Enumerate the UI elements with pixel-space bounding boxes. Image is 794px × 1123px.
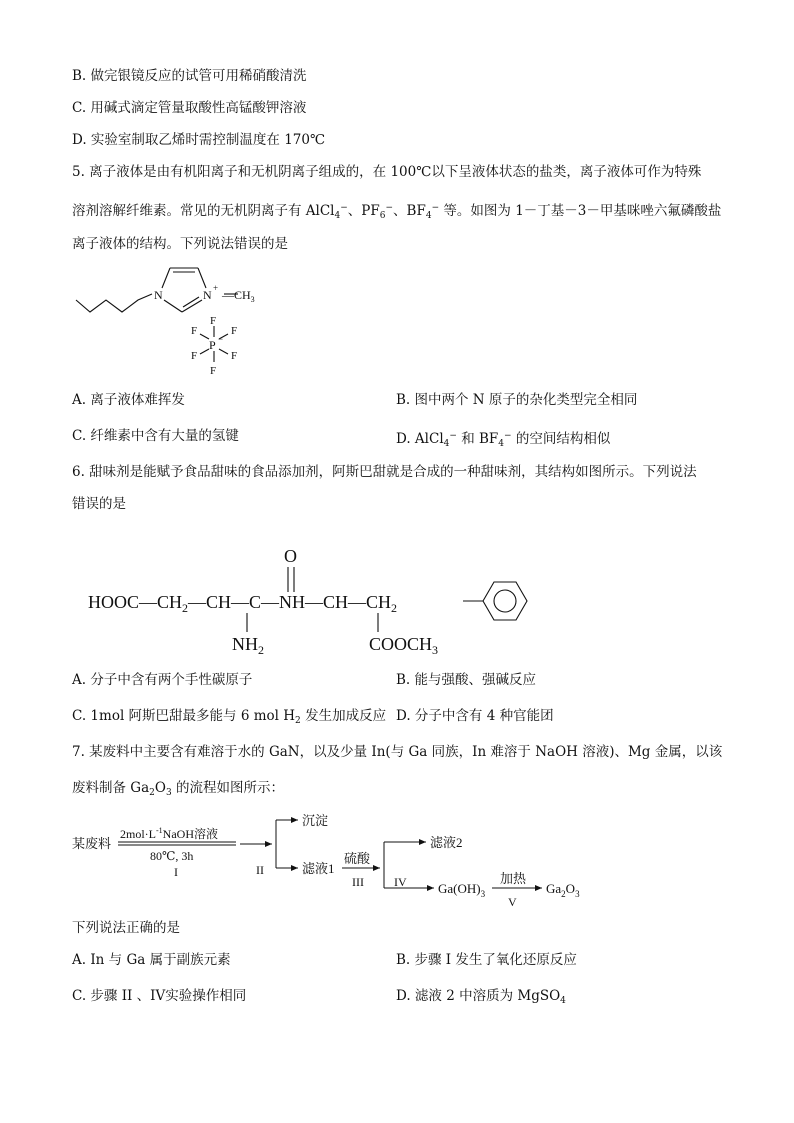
q5-text: 、PF: [347, 203, 380, 219]
q5-text: 溶剂溶解纤维素。常见的无机阴离子有 AlCl: [72, 203, 335, 219]
q5-text: 、BF: [393, 203, 426, 219]
q5-minus-label: −: [218, 334, 224, 344]
q6-structure-diagram: [88, 540, 548, 656]
q7-step2-label: II: [256, 863, 264, 877]
sub-4: 4: [334, 211, 341, 221]
q7-heat-label: 加热: [500, 871, 527, 886]
sub-4: 4: [443, 439, 450, 449]
q4-option-c: C. 用碱式滴定管量取酸性高锰酸钾溶液: [72, 100, 307, 116]
q4-option-b: B. 做完银镜反应的试管可用稀硝酸清洗: [72, 68, 307, 84]
q5-option-d: [396, 426, 610, 454]
sup-minus: −: [504, 431, 512, 441]
q7-reagent3-label: 硫酸: [344, 851, 371, 866]
q7-text: 的流程如图所示：: [171, 780, 284, 796]
q7-option-a: A. In 与 Ga 属于副族元素: [72, 952, 231, 968]
sub-4: 4: [498, 439, 505, 449]
sub-2: 2: [295, 716, 301, 726]
sup-minus: −: [385, 203, 394, 213]
q6-option-d: D. 分子中含有 4 种官能团: [396, 708, 554, 724]
q5-f-lower-right: F: [231, 350, 238, 362]
q5-f-lower-left: F: [191, 350, 198, 362]
q7-filtrate2-label: 滤液2: [430, 835, 463, 850]
sup-minus: −: [431, 203, 440, 213]
q7-reagent1-label: $2mol\cdot L^{-1}NaOH$溶液: [120, 826, 218, 841]
q5-option-a: A. 离子液体难挥发: [72, 392, 185, 408]
sub-4: 4: [560, 996, 566, 1006]
q6-carbonyl-o: O: [284, 546, 297, 566]
q7-product-label: $Ga_2O_3$: [546, 881, 580, 899]
q5-stem-line3: 离子液体的结构。下列说法错误的是: [72, 236, 288, 252]
q5-stem-line2: [72, 198, 721, 226]
q7-o-text: O: [154, 780, 166, 796]
q5-n1-label: N: [154, 288, 163, 302]
sub-2: 2: [149, 788, 155, 798]
q6-nh2-label: $NH_2$: [232, 634, 264, 656]
q7-gaoh-label: $Ga(OH)_3$: [438, 881, 486, 899]
sub-3: 3: [165, 788, 172, 798]
q5-f-bottom: F: [210, 365, 217, 377]
q6-option-a: A. 分子中含有两个手性碳原子: [72, 672, 253, 688]
q5-methyl-label: $—CH_3$: [222, 288, 255, 304]
q7-step1-label: I: [174, 865, 178, 879]
q7-condition-label: 80℃, 3h: [150, 849, 194, 863]
q5-f-upper-right: F: [231, 325, 238, 337]
q5-option-c: C. 纤维素中含有大量的氢键: [72, 428, 239, 444]
sub-4: 4: [425, 211, 432, 221]
q6-c-text: 发生加成反应: [300, 708, 387, 724]
q7-option-c: C. 步骤 II 、IV实验操作相同: [72, 988, 247, 1004]
q4-option-d: D. 实验室制取乙烯时需控制温度在 170℃: [72, 132, 326, 148]
q5-d-text: D. AlCl: [396, 431, 444, 447]
q6-option-c: [72, 706, 386, 731]
q5-structure-diagram: [72, 254, 282, 380]
q7-prompt: 下列说法正确的是: [72, 920, 180, 936]
q7-text: 废料制备 Ga: [72, 780, 150, 796]
q7-start-label: 某废料: [72, 836, 112, 851]
q5-stem-line1: 5. 离子液体是由有机阳离子和无机阴离子组成的，在 100℃以下呈液体状态的盐类，离子液体可作为特殊: [72, 164, 702, 180]
sup-minus: −: [340, 203, 348, 213]
q7-step5-label: V: [508, 895, 517, 909]
sup-minus: −: [449, 431, 457, 441]
q7-step3-label: III: [352, 875, 364, 889]
q5-f-top: F: [210, 315, 217, 327]
q7-stem-line2: [72, 778, 284, 803]
q5-text: 等。如图为 1－丁基－3－甲基咪唑六氟磷酸盐: [439, 203, 722, 219]
q5-f-upper-left: F: [191, 325, 198, 337]
q5-d-text: 和 BF: [456, 431, 499, 447]
q5-n2-label: N: [203, 288, 212, 302]
q6-cooch3-label: $COOCH_3$: [369, 634, 439, 656]
q7-option-d: [396, 986, 566, 1011]
q7-stem-line1: 7. 某废料中主要含有难溶于水的 GaN，以及少量 In(与 Ga 同族，In 难溶于 NaOH 溶液)、Mg 金属，以该: [72, 744, 723, 760]
q7-precipitate-label: 沉淀: [302, 813, 329, 828]
q6-option-b: B. 能与强酸、强碱反应: [396, 672, 537, 688]
sub-6: 6: [379, 211, 386, 221]
q6-stem-line1: 6. 甜味剂是能赋予食品甜味的食品添加剂，阿斯巴甜就是合成的一种甜味剂，其结构如图所示。下列说法: [72, 464, 697, 480]
q7-option-b: B. 步骤 I 发生了氧化还原反应: [396, 952, 577, 968]
q7-step4-label: IV: [394, 875, 407, 889]
q6-chain-text: $HOOC—CH_2—CH—C—NH—CH—CH_2$: [88, 592, 398, 615]
q6-c-text: C. 1mol 阿斯巴甜最多能与 6 mol H: [72, 708, 296, 724]
q5-p-label: P: [209, 338, 216, 352]
q7-filtrate1-label: 滤液1: [302, 861, 335, 876]
q5-plus-label: +: [213, 283, 219, 293]
q6-stem-line2: 错误的是: [72, 496, 126, 512]
q5-d-text: 的空间结构相似: [511, 431, 611, 447]
q5-option-b: B. 图中两个 N 原子的杂化类型完全相同: [396, 392, 638, 408]
q7-d-text: D. 滤液 2 中溶质为 MgSO: [396, 988, 561, 1004]
q7-flowchart: [72, 806, 592, 910]
